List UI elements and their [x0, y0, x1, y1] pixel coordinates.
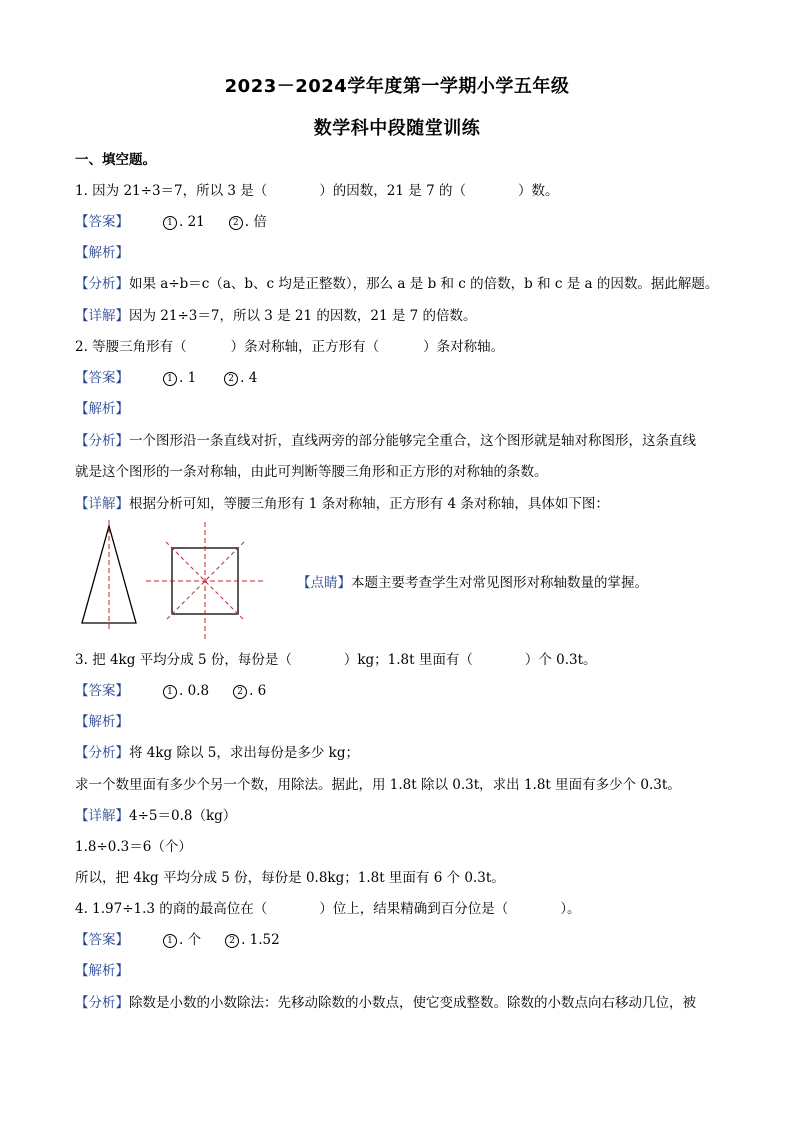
fenxi-tag: 【分析】: [75, 433, 129, 449]
title-line-1: 2023－2024学年度第一学期小学五年级: [224, 76, 570, 97]
q3-analysis-line-2: 求一个数里面有多少个另一个数，用除法。据此，用 1.8t 除以 0.3t，求出 1.8t 里面有多少个 0.3t。: [75, 777, 681, 793]
q2-jiexi: [75, 399, 129, 419]
answer-tag: 【答案】: [75, 370, 129, 386]
q2-answer-2: . 4: [240, 370, 258, 386]
q4-text-c: ）。: [560, 901, 581, 917]
q1-text-b: ）的因数，21 是 7 的（: [319, 183, 466, 199]
q1-text-c: ）数。: [517, 183, 559, 199]
q4-jiexi: [75, 961, 129, 981]
q3-answer: [75, 681, 266, 701]
fenxi-tag: 【分析】: [75, 276, 129, 292]
circle-number-1: 1: [163, 934, 177, 948]
q1-detail-text: 因为 21÷3＝7，所以 3 是 21 的因数，21 是 7 的倍数。: [129, 308, 477, 324]
q3-jiexi: [75, 712, 129, 732]
q4-answer-1: . 个: [179, 932, 202, 948]
isosceles-triangle: [82, 520, 136, 630]
q3-detail-text-1: 4÷5＝0.8（kg）: [129, 808, 237, 824]
q1-text-a: 1. 因为 21÷3＝7，所以 3 是（: [75, 183, 268, 199]
q1-answer: [75, 212, 267, 232]
q1-analysis-text: 如果 a÷b＝c（a、b、c 均是正整数），那么 a 是 b 和 c 的倍数，b 和 c 是 a 的因数。据此解题。: [129, 276, 719, 292]
q3-answer-2: . 6: [249, 683, 267, 699]
circle-number-2: 2: [233, 685, 247, 699]
q1-answer-1: . 21: [179, 214, 205, 230]
q3-detail-line-3: 所以，把 4kg 平均分成 5 份，每份是 0.8kg；1.8t 里面有 6 个 0.3t。: [75, 870, 505, 886]
q4-text-a: 4. 1.97÷1.3 的商的最高位在（: [75, 901, 268, 917]
q3-text-b: ）kg；1.8t 里面有（: [343, 652, 473, 668]
q2-analysis-line-2: 就是这个图形的一条对称轴，由此可判断等腰三角形和正方形的对称轴的条数。: [75, 464, 548, 480]
q2-text-b: ）条对称轴，正方形有（: [230, 339, 380, 355]
title-line-2: 数学科中段随堂训练: [313, 118, 481, 139]
q3-detail-line-2: 1.8÷0.3＝6（个）: [75, 839, 192, 855]
q2-answer: [75, 368, 257, 388]
q2-analysis-line-1: [75, 431, 696, 451]
jiexi-tag: 【解析】: [75, 245, 129, 261]
q4-answer: [75, 930, 280, 950]
jiexi-tag: 【解析】: [75, 401, 129, 417]
question-1: [75, 181, 558, 201]
answer-tag: 【答案】: [75, 932, 129, 948]
q2-note: [297, 571, 648, 591]
q3-text-a: 3. 把 4kg 平均分成 5 份，每份是（: [75, 652, 292, 668]
q2-answer-1: . 1: [179, 370, 197, 386]
square: [146, 522, 266, 640]
symmetry-figure: [78, 520, 273, 649]
circle-number-2: 2: [225, 934, 239, 948]
dianjing-tag: 【点睛】: [297, 575, 351, 591]
q4-analysis-text: 除数是小数的小数除法：先移动除数的小数点，使它变成整数。除数的小数点向右移动几位，被: [129, 995, 696, 1011]
fenxi-tag: 【分析】: [75, 745, 129, 761]
q1-answer-2: . 倍: [244, 214, 267, 230]
q2-text-a: 2. 等腰三角形有（: [75, 339, 187, 355]
circle-number-2: 2: [229, 216, 243, 230]
section-heading: 一、填空题。: [75, 152, 156, 168]
xiangjie-tag: 【详解】: [75, 496, 129, 512]
q3-analysis-line-1: [75, 743, 359, 763]
q3-text-c: ）个 0.3t。: [524, 652, 597, 668]
q2-detail-text: 根据分析可知，等腰三角形有 1 条对称轴，正方形有 4 条对称轴，具体如下图：: [129, 496, 609, 512]
answer-tag: 【答案】: [75, 214, 129, 230]
q3-analysis-text-1: 将 4kg 除以 5，求出每份是多少 kg；: [129, 745, 359, 761]
xiangjie-tag: 【详解】: [75, 808, 129, 824]
circle-number-1: 1: [163, 685, 177, 699]
q3-answer-1: . 0.8: [179, 683, 210, 699]
symmetry-diagram: [78, 520, 273, 645]
xiangjie-tag: 【详解】: [75, 308, 129, 324]
question-2: [75, 337, 504, 357]
circle-number-1: 1: [163, 372, 177, 386]
q3-detail-line-1: [75, 806, 236, 826]
q1-detail: [75, 306, 477, 326]
q4-analysis: [75, 993, 696, 1013]
circle-number-1: 1: [163, 216, 177, 230]
q1-analysis: [75, 274, 718, 294]
q2-detail: [75, 494, 609, 514]
q2-text-c: ）条对称轴。: [423, 339, 505, 355]
q4-answer-2: . 1.52: [241, 932, 280, 948]
q2-analysis-text-1: 一个图形沿一条直线对折，直线两旁的部分能够完全重合，这个图形就是轴对称图形，这条直线: [129, 433, 696, 449]
q4-text-b: ）位上，结果精确到百分位是（: [319, 901, 509, 917]
jiexi-tag: 【解析】: [75, 963, 129, 979]
answer-tag: 【答案】: [75, 683, 129, 699]
fenxi-tag: 【分析】: [75, 995, 129, 1011]
question-3: [75, 650, 597, 670]
question-4: [75, 899, 581, 919]
q1-jiexi: [75, 243, 129, 263]
jiexi-tag: 【解析】: [75, 714, 129, 730]
q2-note-text: 本题主要考查学生对常见图形对称轴数量的掌握。: [351, 575, 648, 591]
circle-number-2: 2: [224, 372, 238, 386]
